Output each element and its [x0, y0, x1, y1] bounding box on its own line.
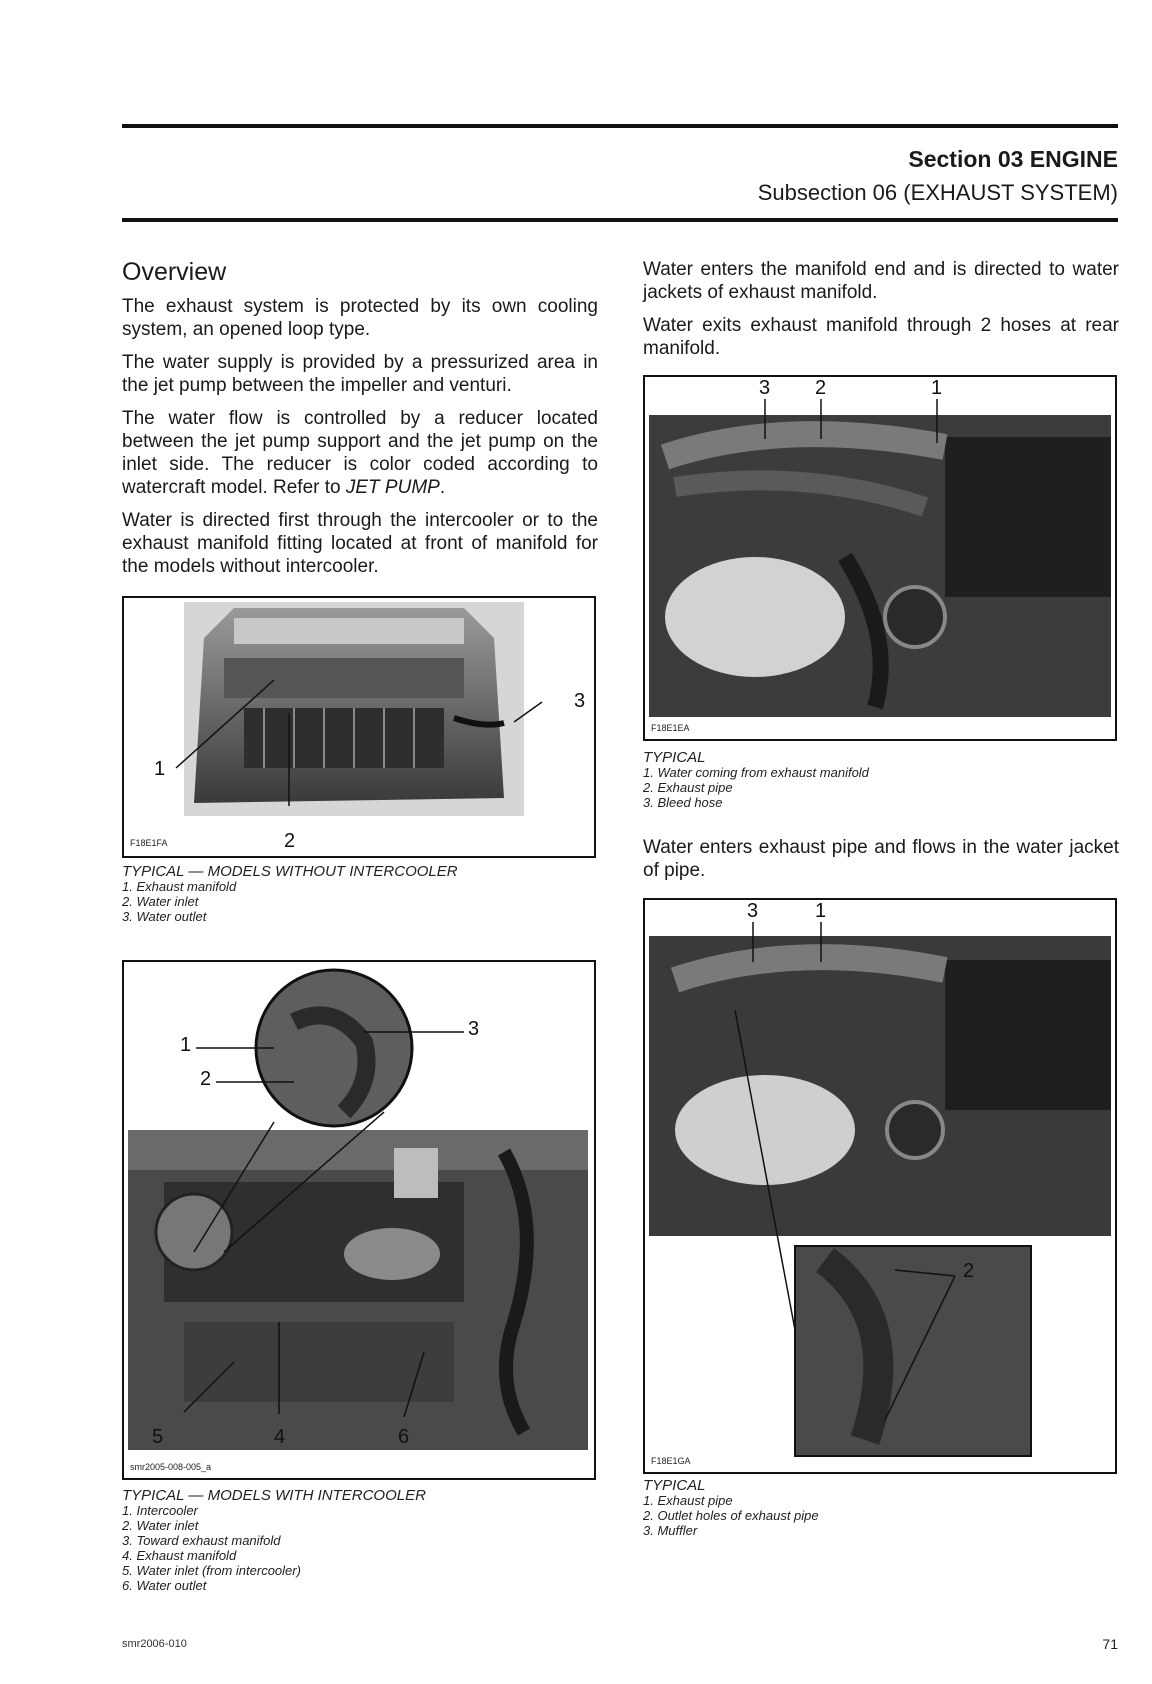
- fig3-callout-1: 1: [931, 377, 943, 399]
- fig1-callout-1: 1: [154, 758, 166, 780]
- right-paragraph-2: Water exits exhaust manifold through 2 hoses at rear manifold.: [643, 315, 1119, 359]
- header-rule-bottom: [122, 218, 1118, 222]
- fig4-callout-1: 1: [815, 900, 827, 922]
- fig3-caption-item: 3. Bleed hose: [643, 795, 723, 810]
- fig4-code: F18E1GA: [651, 1456, 691, 1466]
- left-column: [122, 258, 598, 588]
- fig2-caption-item: 5. Water inlet (from intercooler): [122, 1563, 301, 1578]
- overview-paragraph-1: The exhaust system is protected by its own cooling system, an opened loop type.: [122, 296, 598, 340]
- paragraph-3-text: The water flow is controlled by a reducer located between the jet pump support and the jet pump on the inlet side. The reducer is color coded according to watercraft model. Refer to: [122, 408, 598, 498]
- fig1-callout-2: 2: [284, 830, 296, 852]
- fig2-caption-item: 6. Water outlet: [122, 1578, 207, 1593]
- fig1-caption-title: TYPICAL — MODELS WITHOUT INTERCOOLER: [122, 863, 458, 880]
- fig2-caption-item: 1. Intercooler: [122, 1503, 198, 1518]
- fig4-callout-2: 2: [963, 1260, 975, 1282]
- fig1-caption: [122, 864, 458, 924]
- exhaust-pipe-photo: [645, 900, 1115, 1472]
- fig1-caption-item: 1. Exhaust manifold: [122, 879, 237, 894]
- overview-paragraph-4: Water is directed first through the intercooler or to the exhaust manifold fitting located at front of manifold for the models without intercooler.: [122, 510, 598, 577]
- footer-document-code: smr2006-010: [122, 1638, 187, 1650]
- fig4-caption-item: 3. Muffler: [643, 1523, 698, 1538]
- fig1-callout-3: 3: [574, 690, 586, 712]
- engine-photo: [124, 598, 594, 856]
- jet-pump-reference: JET PUMP: [345, 477, 440, 498]
- figure-exhaust-manifold-hoses: [643, 375, 1117, 741]
- fig2-caption-title: TYPICAL — MODELS WITH INTERCOOLER: [122, 1487, 426, 1504]
- fig2-callout-4: 4: [274, 1426, 286, 1448]
- fig4-caption-item: 1. Exhaust pipe: [643, 1493, 733, 1508]
- fig2-callout-3: 3: [468, 1018, 480, 1040]
- fig2-callout-1: 1: [180, 1034, 192, 1056]
- fig3-callout-3: 3: [759, 377, 771, 399]
- fig1-code: F18E1FA: [130, 838, 168, 848]
- fig3-caption-item: 1. Water coming from exhaust manifold: [643, 765, 869, 780]
- fig1-caption-item: 2. Water inlet: [122, 894, 199, 909]
- page-number: 71: [1102, 1636, 1118, 1652]
- fig2-caption-item: 2. Water inlet: [122, 1518, 199, 1533]
- fig4-caption: [643, 1478, 819, 1538]
- fig4-caption-title: TYPICAL: [643, 1477, 706, 1494]
- fig2-caption: [122, 1488, 426, 1593]
- figure-models-without-intercooler: [122, 596, 596, 858]
- fig3-callout-2: 2: [815, 377, 827, 399]
- fig3-code: F18E1EA: [651, 723, 690, 733]
- overview-paragraph-2: The water supply is provided by a pressurized area in the jet pump between the impeller and venturi.: [122, 352, 598, 396]
- overview-heading: Overview: [122, 258, 227, 286]
- right-column: [643, 258, 1119, 370]
- fig1-caption-item: 3. Water outlet: [122, 909, 207, 924]
- figure-exhaust-pipe: [643, 898, 1117, 1474]
- fig3-caption-title: TYPICAL: [643, 749, 706, 766]
- fig3-caption-item: 2. Exhaust pipe: [643, 780, 733, 795]
- subsection-title: Subsection 06 (EXHAUST SYSTEM): [757, 180, 1118, 205]
- fig2-caption-item: 3. Toward exhaust manifold: [122, 1533, 281, 1548]
- fig2-callout-6: 6: [398, 1426, 410, 1448]
- fig4-callout-3: 3: [747, 900, 759, 922]
- right-paragraph-3: Water enters exhaust pipe and flows in the water jacket of pipe.: [643, 837, 1119, 881]
- fig4-caption-item: 2. Outlet holes of exhaust pipe: [643, 1508, 819, 1523]
- fig2-caption-item: 4. Exhaust manifold: [122, 1548, 237, 1563]
- right-paragraph-1: Water enters the manifold end and is directed to water jackets of exhaust manifold.: [643, 259, 1119, 303]
- paragraph-3-end: .: [439, 477, 446, 498]
- fig2-callout-2: 2: [200, 1068, 212, 1090]
- overview-paragraph-3: [122, 407, 598, 499]
- right-column-lower: [643, 836, 1119, 892]
- engine-photo-with-inset: [124, 962, 594, 1478]
- figure-models-with-intercooler: [122, 960, 596, 1480]
- manifold-photo: [645, 377, 1115, 739]
- fig2-code: smr2005-008-005_a: [130, 1462, 212, 1472]
- fig2-callout-5: 5: [152, 1426, 164, 1448]
- header-rule-top: [122, 124, 1118, 128]
- fig3-caption: [643, 750, 869, 810]
- section-title: Section 03 ENGINE: [908, 146, 1118, 172]
